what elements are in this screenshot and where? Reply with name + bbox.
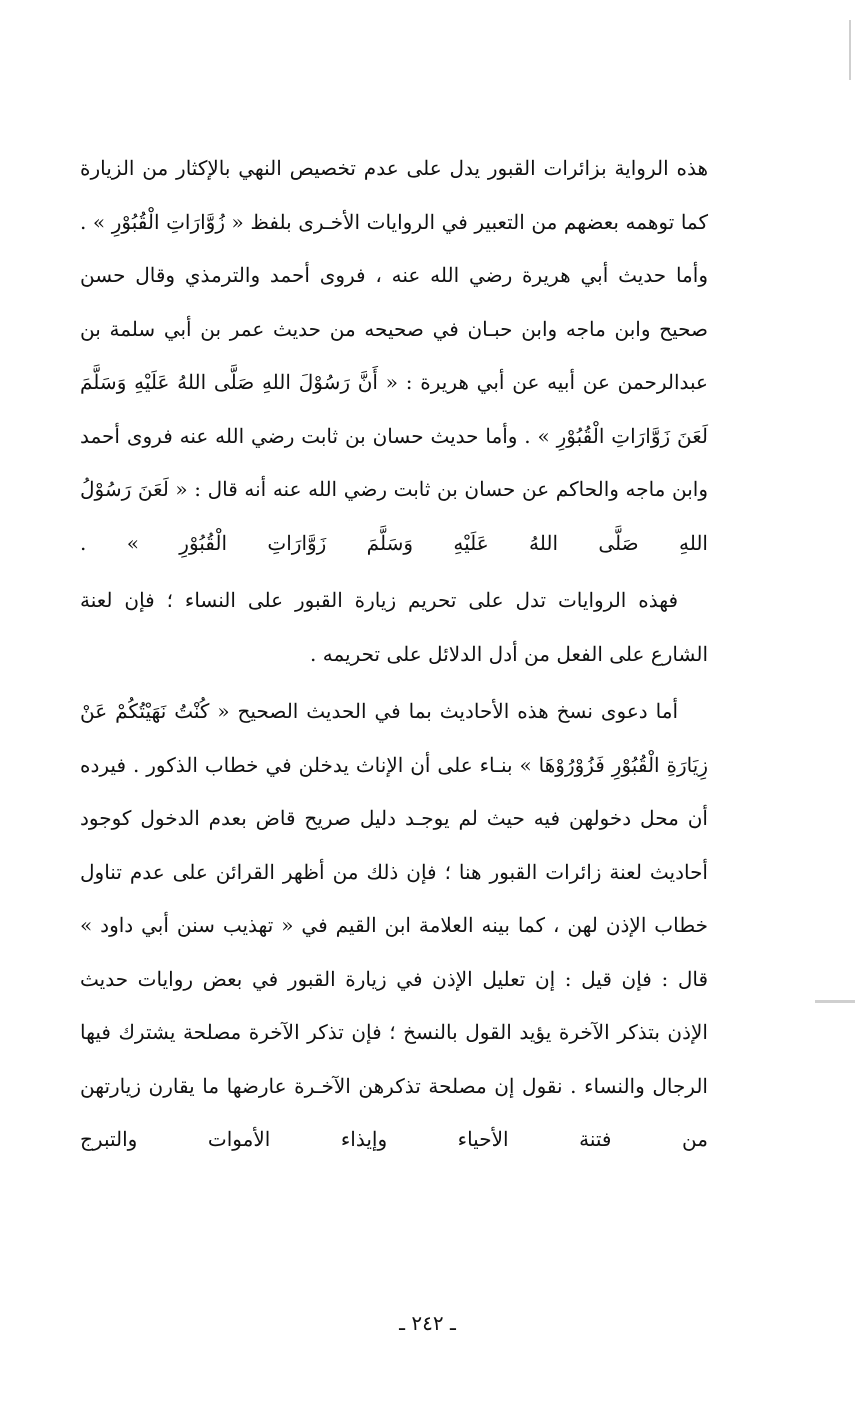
paragraph-conclusion: فهذه الروايات تدل على تحريم زيارة القبور على النساء ؛ فإن لعنة الشارع على الفعل من أدل الدلائل على تحريمه . xyxy=(80,588,708,666)
scan-edge-mark xyxy=(815,1000,855,1003)
page-number: ـ ٢٤٢ ـ xyxy=(399,1311,456,1335)
paragraph-hadith-narrations: هذه الرواية بزائرات القبور يدل على عدم تخصيص النهي بالإكثار من الزيارة كما توهمه بعضهم من التعبير في الروايات الأخـرى بلفظ « زُوَّارَاتِ الْقُبُوْرِ » . وأما حديث أبي هريرة رضي الله عنه ، فروى أحمد والترمذي وقال حسن صحيح وابن ماجه وابن حبـان في صحيحه من حديث عمر بن أبي سلمة بن عبدالرحمن عن أبيه عن أبي هريرة : « أَنَّ رَسُوْلَ اللهِ صَلَّى اللهُ عَلَيْهِ وَسَلَّمَ لَعَنَ زَوَّارَاتِ الْقُبُوْرِ » . وأما حديث حسان بن ثابت رضي الله عنه فروى أحمد وابن ماجه والحاكم عن حسان بن ثابت رضي الله عنه أنه قال : « لَعَنَ رَسُوْلُ اللهِ صَلَّى اللهُ عَلَيْهِ وَسَلَّمَ زَوَّارَاتِ الْقُبُوْرِ » . xyxy=(80,156,708,555)
paragraph-abrogation-claim: أما دعوى نسخ هذه الأحاديث بما في الحديث الصحيح « كُنْتُ نَهَيْتُكُمْ عَنْ زِيَارَةِ الْقُبُوْرِ فَزُوْرُوْهَا » بنـاء على أن الإناث يدخلن في خطاب الذكور . فيرده أن محل دخولهن فيه حيث لم يوجـد دليل صريح قاض بعدم الدخول كوجود أحاديث لعنة زائرات القبور هنا ؛ فإن ذلك من أظهر القرائن على عدم تناول خطاب الإذن لهن ، كما بينه العلامة ابن القيم في « تهذيب سنن أبي داود » قال : فإن قيل : إن تعليل الإذن في زيارة القبور في بعض روايات حديث الإذن بتذكر الآخرة يؤيد القول بالنسخ ؛ فإن تذكر الآخرة مصلحة يشترك فيها الرجال والنساء . نقول إن مصلحة تذكرهن الآخـرة عارضها ما يقارن زيارتهن من فتنة الأحياء وإيذاء الأموات والتبرج xyxy=(80,699,708,1151)
scan-edge-mark xyxy=(849,20,851,80)
page-body xyxy=(80,142,708,1167)
